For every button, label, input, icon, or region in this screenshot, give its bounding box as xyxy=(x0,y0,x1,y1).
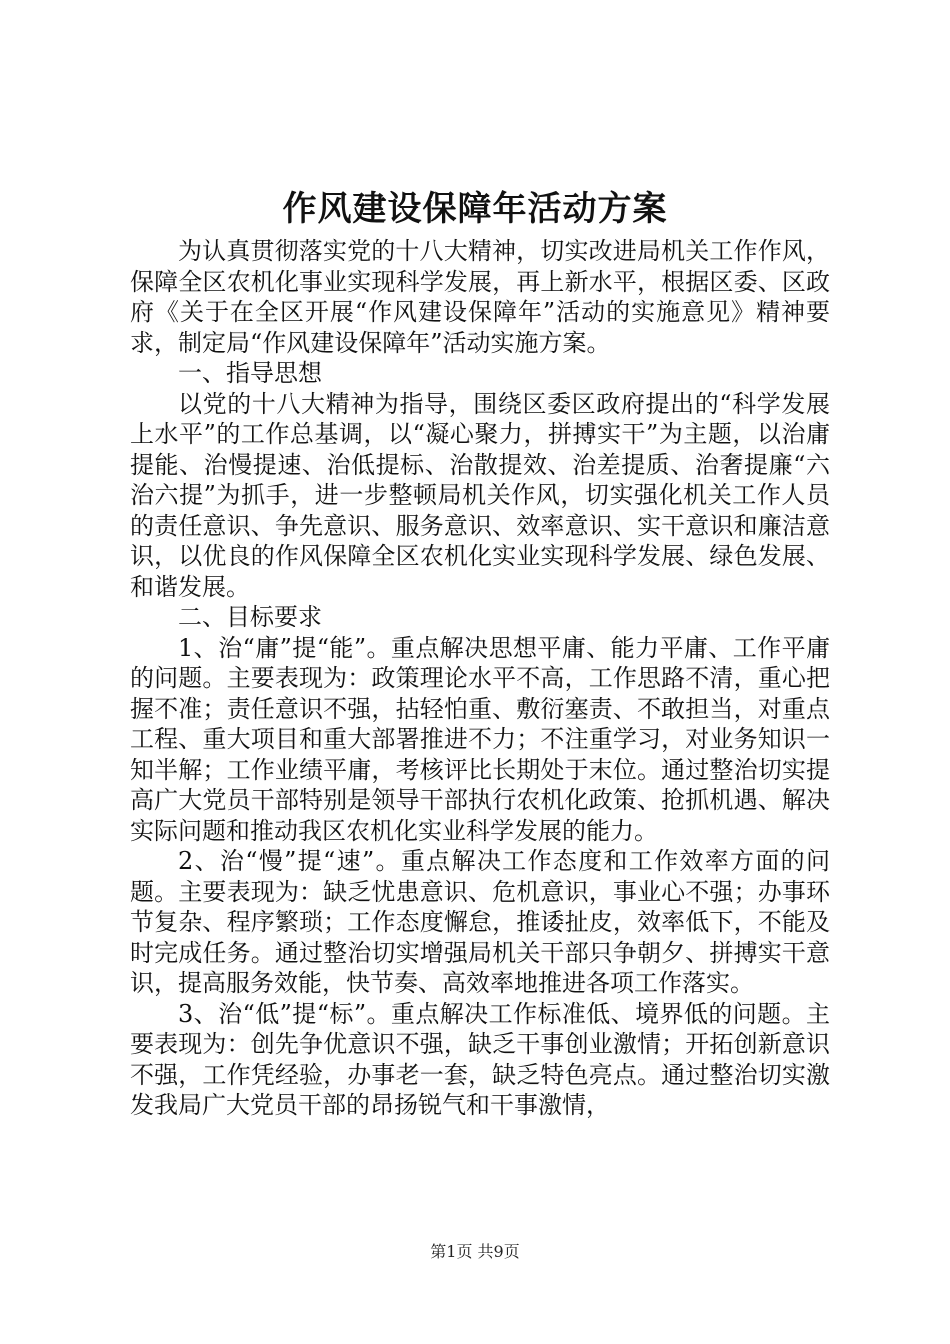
goal-item-2-paragraph: 2、治“慢”提“速”。重点解决工作态度和工作效率方面的问题。主要表现为：缺乏忧患意识、危机意识，事业心不强；办事环节复杂、程序繁琐；工作态度懈怠，推诿扯皮，效率低下，不能及时完成任务。通过整治切实增强局机关干部只争朝夕、拼搏实干意识，提高服务效能，快节奏、高效率地推进各项工作落实。 xyxy=(130,847,830,997)
intro-paragraph: 为认真贯彻落实党的十八大精神，切实改进局机关工作作风，保障全区农机化事业实现科学发展，再上新水平，根据区委、区政府《关于在全区开展“作风建设保障年”活动的实施意见》精神要求，制定局“作风建设保障年”活动实施方案。 xyxy=(130,237,830,357)
guiding-ideology-paragraph: 以党的十八大精神为指导，围绕区委区政府提出的“科学发展上水平”的工作总基调，以“凝心聚力，拼搏实干”为主题，以治庸提能、治慢提速、治低提标、治散提效、治差提质、治奢提廉“六治六提”为抓手，进一步整顿局机关作风，切实强化机关工作人员的责任意识、争先意识、服务意识、效率意识、实干意识和廉洁意识，以优良的作风保障全区农机化实业实现科学发展、绿色发展、和谐发展。 xyxy=(130,389,830,601)
page-number-footer: 第1页 共9页 xyxy=(430,1242,520,1261)
goal-item-1-paragraph: 1、治“庸”提“能”。重点解决思想平庸、能力平庸、工作平庸的问题。主要表现为：政策理论水平不高，工作思路不清，重心把握不准；责任意识不强，拈轻怕重、敷衍塞责、不敢担当，对重点工程、重大项目和重大部署推进不力；不注重学习，对业务知识一知半解；工作业绩平庸，考核评比长期处于末位。通过整治切实提高广大党员干部特别是领导干部执行农机化政策、抢抓机遇、解决实际问题和推动我区农机化实业科学发展的能力。 xyxy=(130,633,830,845)
goal-item-3-paragraph: 3、治“低”提“标”。重点解决工作标准低、境界低的问题。主要表现为：创先争优意识不强，缺乏干事创业激情；开拓创新意识不强，工作凭经验，办事老一套，缺乏特色亮点。通过整治切实激发我局广大党员干部的昂扬锐气和干事激情， xyxy=(130,999,830,1119)
document-title: 作风建设保障年活动方案 xyxy=(282,189,668,229)
document-body xyxy=(130,236,830,1121)
section-heading-goals: 二、目标要求 xyxy=(178,603,322,631)
section-heading-guiding-ideology: 一、指导思想 xyxy=(178,359,322,387)
